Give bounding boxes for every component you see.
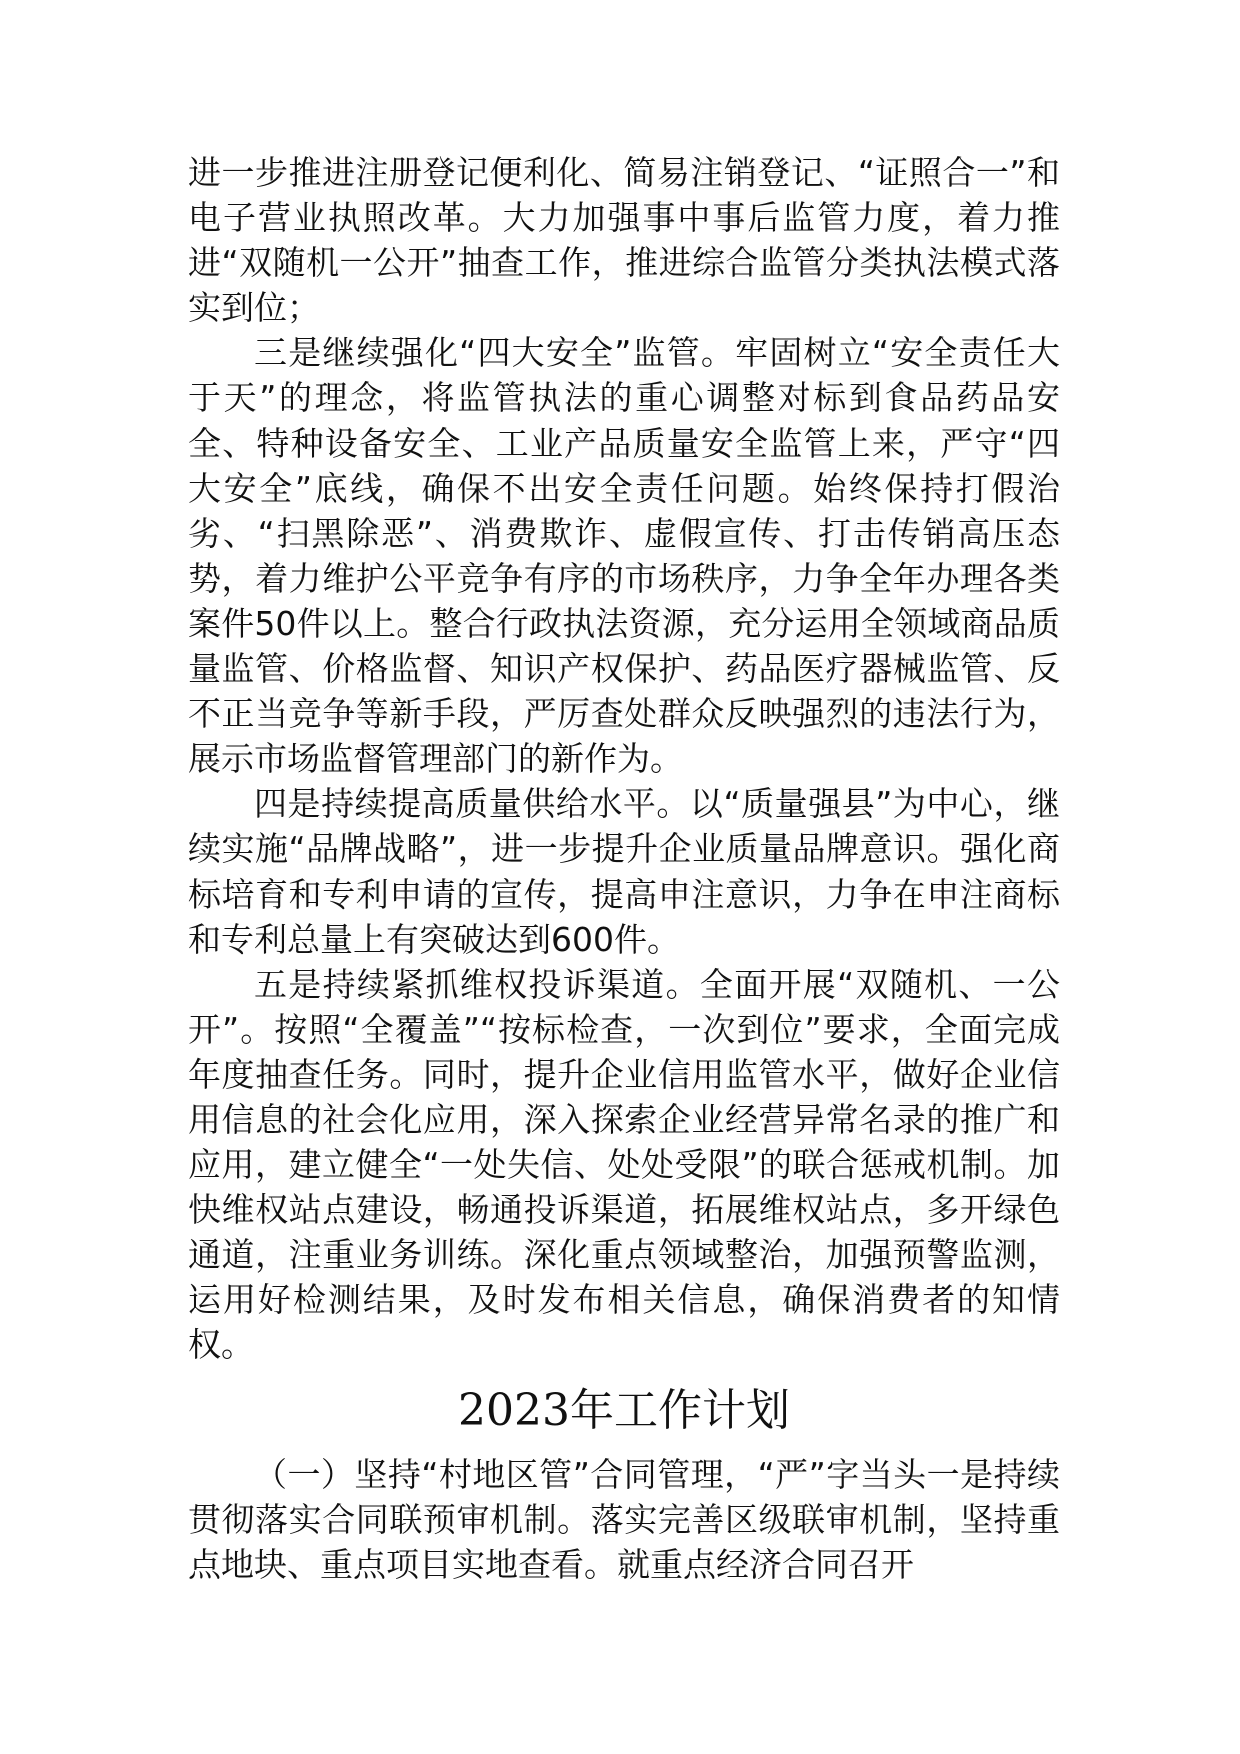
paragraph-contract-management: （一）坚持“村地区管”合同管理，“严”字当头一是持续贯彻落实合同联预审机制。落实完善区级联审机制，坚持重点地块、重点项目实地查看。就重点经济合同召开 xyxy=(188,1454,1060,1584)
section-title: 2023年工作计划 xyxy=(458,1384,790,1436)
document-body xyxy=(188,150,1060,1587)
paragraph-quality-supply: 四是持续提高质量供给水平。以“质量强县”为中心，继续实施“品牌战略”，进一步提升企业质量品牌意识。强化商标培育和专利申请的宣传，提高申注意识，力争在申注商标和专利总量上有突破达到600件。 xyxy=(188,784,1060,959)
paragraph-rights-complaints: 五是持续紧抓维权投诉渠道。全面开展“双随机、一公开”。按照“全覆盖”“按标检查，一次到位”要求，全面完成年度抽查任务。同时，提升企业信用监管水平，做好企业信用信息的社会化应用，深入探索企业经营异常名录的推广和应用，建立健全“一处失信、处处受限”的联合惩戒机制。加快维权站点建设，畅通投诉渠道，拓展维权站点，多开绿色通道，注重业务训练。深化重点领域整治，加强预警监测，运用好检测结果，及时发布相关信息，确保消费者的知情权。 xyxy=(188,964,1060,1365)
paragraph-four-safety-supervision: 三是继续强化“四大安全”监管。牢固树立“安全责任大于天”的理念，将监管执法的重心调整对标到食品药品安全、特种设备安全、工业产品质量安全监管上来，严守“四大安全”底线，确保不出安全责任问题。始终保持打假治劣、“扫黑除恶”、消费欺诈、虚假宣传、打击传销高压态势，着力维护公平竞争有序的市场秩序，力争全年办理各类案件50件以上。整合行政执法资源，充分运用全领域商品质量监管、价格监督、知识产权保护、药品医疗器械监管、反不正当竞争等新手段，严厉查处群众反映强烈的违法行为，展示市场监督管理部门的新作为。 xyxy=(188,333,1060,779)
paragraph-registration-reform: 进一步推进注册登记便利化、简易注销登记、“证照合一”和电子营业执照改革。大力加强事中事后监管力度，着力推进“双随机一公开”抽查工作，推进综合监管分类执法模式落实到位； xyxy=(188,153,1060,328)
